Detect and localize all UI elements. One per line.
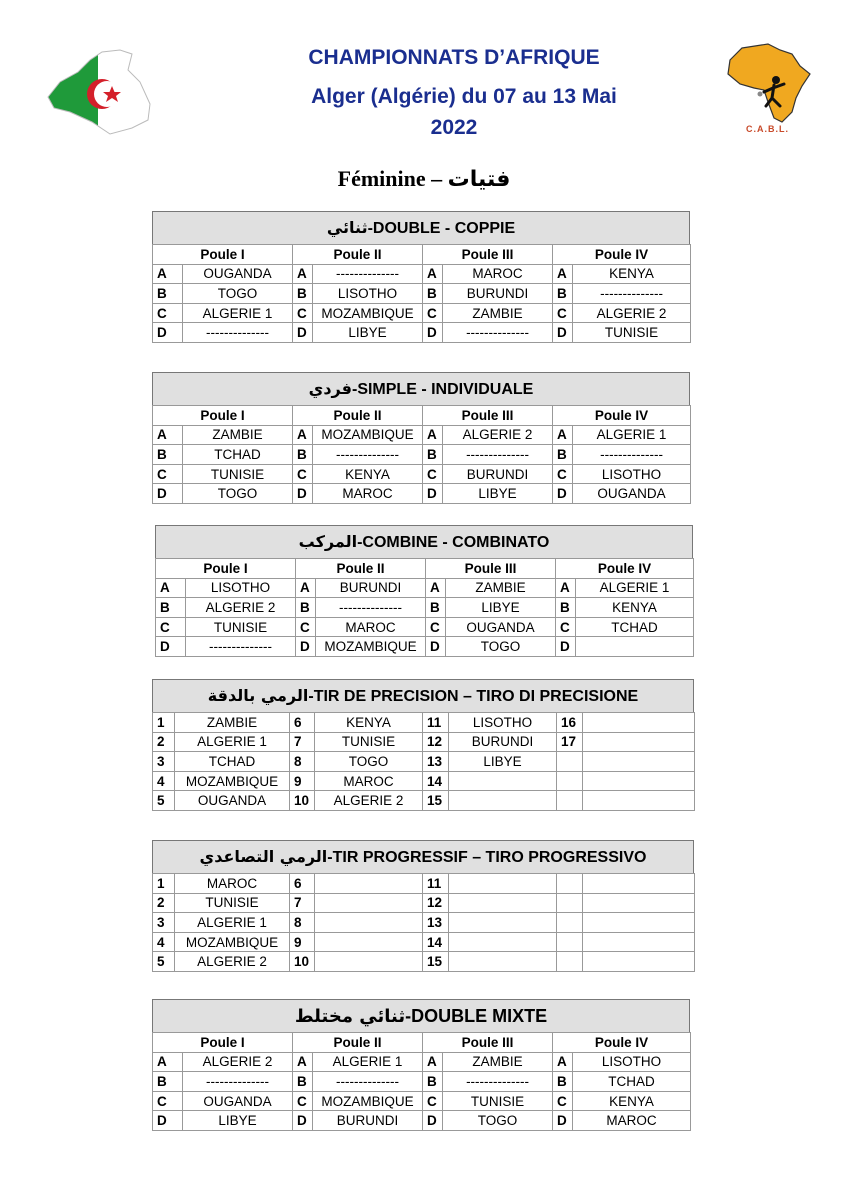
row-key: A	[556, 578, 576, 598]
team-cell: ALGERIE 2	[315, 791, 423, 811]
team-cell: TOGO	[315, 752, 423, 772]
row-key: 8	[290, 752, 315, 772]
table-row	[156, 637, 694, 657]
row-key: 10	[290, 952, 315, 972]
team-cell	[449, 874, 557, 894]
team-cell: ALGERIE 1	[175, 913, 290, 933]
team-cell: TCHAD	[573, 1072, 691, 1092]
simple-title: -SIMPLE - INDIVIDUALE	[351, 381, 534, 398]
row-key	[557, 771, 583, 791]
team-cell	[583, 771, 695, 791]
team-cell: MAROC	[443, 264, 553, 284]
precision-rows	[153, 713, 695, 811]
row-key: C	[423, 303, 443, 323]
row-key: A	[553, 425, 573, 445]
row-key: 15	[423, 791, 449, 811]
team-cell: ALGERIE 2	[186, 598, 296, 618]
championship-title: CHAMPIONNATS D’AFRIQUE	[308, 46, 600, 69]
row-key: D	[423, 484, 443, 504]
row-key: B	[553, 445, 573, 465]
row-key: C	[423, 464, 443, 484]
row-key: A	[293, 1052, 313, 1072]
pool-header: Poule I	[153, 406, 293, 426]
team-cell	[583, 932, 695, 952]
row-key: D	[153, 1111, 183, 1131]
table-row	[153, 484, 691, 504]
combine-section	[155, 525, 693, 657]
team-cell: --------------	[186, 637, 296, 657]
team-cell	[583, 952, 695, 972]
table-row	[153, 284, 691, 304]
team-cell: OUGANDA	[183, 1091, 293, 1111]
row-key: C	[553, 464, 573, 484]
row-key: C	[153, 464, 183, 484]
table-row	[153, 752, 695, 772]
row-key: D	[293, 484, 313, 504]
double-section	[152, 211, 690, 343]
team-cell: TUNISIE	[315, 732, 423, 752]
team-cell	[583, 752, 695, 772]
table-row	[156, 578, 694, 598]
pool-header: Poule I	[153, 1033, 293, 1053]
double-header	[152, 211, 690, 244]
team-cell: ZAMBIE	[183, 425, 293, 445]
team-cell: TUNISIE	[573, 323, 691, 343]
row-key: B	[553, 284, 573, 304]
pool-header: Poule III	[423, 245, 553, 265]
simple-title-arabic: فردي	[308, 379, 352, 398]
row-key: A	[426, 578, 446, 598]
team-cell: --------------	[573, 445, 691, 465]
row-key: A	[153, 264, 183, 284]
double-title: -DOUBLE - COPPIE	[367, 220, 516, 237]
team-cell: --------------	[313, 264, 423, 284]
row-key: 7	[290, 732, 315, 752]
team-cell: ZAMBIE	[175, 713, 290, 733]
row-key: 14	[423, 932, 449, 952]
team-cell	[315, 893, 423, 913]
precision-title-arabic: الرمي بالدقة	[207, 686, 309, 705]
cabl-logo-text: C.A.B.L.	[746, 124, 789, 134]
team-cell	[449, 771, 557, 791]
row-key: B	[156, 598, 186, 618]
table-row	[153, 264, 691, 284]
row-key: B	[296, 598, 316, 618]
row-key: A	[156, 578, 186, 598]
team-cell: MOZAMBIQUE	[175, 932, 290, 952]
team-cell: KENYA	[313, 464, 423, 484]
team-cell: LIBYE	[183, 1111, 293, 1131]
row-key: 5	[153, 952, 175, 972]
row-key: 3	[153, 752, 175, 772]
team-cell: TCHAD	[576, 617, 694, 637]
pool-header: Poule II	[293, 1033, 423, 1053]
team-cell: TUNISIE	[186, 617, 296, 637]
team-cell: MOZAMBIQUE	[175, 771, 290, 791]
team-cell	[583, 791, 695, 811]
row-key: B	[153, 284, 183, 304]
team-cell: TUNISIE	[443, 1091, 553, 1111]
pool-header: Poule III	[423, 406, 553, 426]
row-key: C	[553, 303, 573, 323]
mixte-title-arabic: ثنائي مختلط	[294, 1006, 406, 1027]
pool-header: Poule IV	[556, 559, 694, 579]
row-key: 12	[423, 732, 449, 752]
pool-header: Poule I	[156, 559, 296, 579]
team-cell: ZAMBIE	[446, 578, 556, 598]
team-cell: ALGERIE 1	[175, 732, 290, 752]
team-cell: ALGERIE 1	[313, 1052, 423, 1072]
simple-section	[152, 372, 690, 504]
combine-header	[155, 525, 693, 558]
row-key: B	[153, 1072, 183, 1092]
team-cell: OUGANDA	[183, 264, 293, 284]
precision-header	[152, 679, 694, 712]
team-cell: TUNISIE	[175, 893, 290, 913]
progressif-title-arabic: الرمي التصاعدي	[199, 847, 328, 866]
row-key	[557, 791, 583, 811]
pool-header: Poule IV	[553, 406, 691, 426]
team-cell: LISOTHO	[186, 578, 296, 598]
row-key: 2	[153, 732, 175, 752]
team-cell: OUGANDA	[175, 791, 290, 811]
row-key: D	[553, 1111, 573, 1131]
team-cell: LIBYE	[449, 752, 557, 772]
team-cell: BURUNDI	[449, 732, 557, 752]
row-key	[557, 874, 583, 894]
team-cell	[583, 874, 695, 894]
row-key: D	[293, 1111, 313, 1131]
team-cell: ALGERIE 1	[576, 578, 694, 598]
row-key: B	[426, 598, 446, 618]
mixte-header	[152, 999, 690, 1032]
precision-table	[152, 712, 695, 811]
row-key: B	[423, 284, 443, 304]
team-cell	[449, 913, 557, 933]
mixte-title: -DOUBLE MIXTE	[405, 1006, 548, 1026]
team-cell: --------------	[313, 445, 423, 465]
team-cell: MAROC	[316, 617, 426, 637]
row-key: A	[423, 264, 443, 284]
row-key: 16	[557, 713, 583, 733]
row-key: B	[293, 284, 313, 304]
team-cell: BURUNDI	[316, 578, 426, 598]
subtitle-french: Féminine –	[337, 166, 443, 191]
table-row	[156, 598, 694, 618]
row-key: 11	[423, 713, 449, 733]
row-key: 9	[290, 932, 315, 952]
row-key: A	[153, 425, 183, 445]
row-key: C	[296, 617, 316, 637]
progressif-header	[152, 840, 694, 873]
row-key	[557, 893, 583, 913]
team-cell	[449, 791, 557, 811]
row-key: D	[423, 1111, 443, 1131]
row-key: B	[153, 445, 183, 465]
row-key: 10	[290, 791, 315, 811]
table-row	[153, 713, 695, 733]
row-key: C	[153, 1091, 183, 1111]
team-cell: MAROC	[315, 771, 423, 791]
team-cell: TCHAD	[183, 445, 293, 465]
row-key: A	[423, 425, 443, 445]
team-cell: OUGANDA	[573, 484, 691, 504]
row-key: 6	[290, 713, 315, 733]
team-cell: KENYA	[576, 598, 694, 618]
team-cell: MAROC	[175, 874, 290, 894]
team-cell: LISOTHO	[573, 1052, 691, 1072]
team-cell: KENYA	[573, 1091, 691, 1111]
table-row	[153, 464, 691, 484]
row-key: A	[293, 264, 313, 284]
team-cell: LIBYE	[313, 323, 423, 343]
team-cell: MOZAMBIQUE	[316, 637, 426, 657]
row-key: 13	[423, 752, 449, 772]
team-cell: MAROC	[573, 1111, 691, 1131]
row-key	[557, 752, 583, 772]
precision-section	[152, 679, 694, 811]
team-cell: ALGERIE 1	[573, 425, 691, 445]
team-cell: LISOTHO	[573, 464, 691, 484]
row-key: D	[296, 637, 316, 657]
team-cell	[449, 932, 557, 952]
team-cell: BURUNDI	[313, 1111, 423, 1131]
team-cell: LIBYE	[446, 598, 556, 618]
team-cell	[315, 913, 423, 933]
row-key: D	[423, 323, 443, 343]
row-key: C	[156, 617, 186, 637]
table-row	[153, 323, 691, 343]
team-cell: KENYA	[315, 713, 423, 733]
team-cell: ALGERIE 2	[573, 303, 691, 323]
category-subtitle	[0, 166, 848, 192]
table-row	[156, 617, 694, 637]
table-row	[153, 1111, 691, 1131]
row-key: 9	[290, 771, 315, 791]
subtitle-arabic: فتيات	[447, 167, 511, 192]
combine-rows	[156, 578, 694, 656]
precision-title: -TIR DE PRECISION – TIRO DI PRECISIONE	[308, 688, 639, 705]
row-key: 11	[423, 874, 449, 894]
team-cell: MOZAMBIQUE	[313, 1091, 423, 1111]
row-key: D	[556, 637, 576, 657]
team-cell: --------------	[313, 1072, 423, 1092]
row-key	[557, 932, 583, 952]
team-cell: --------------	[443, 1072, 553, 1092]
double-title-arabic: ثنائي	[326, 218, 368, 237]
team-cell: ALGERIE 1	[183, 303, 293, 323]
row-key: D	[293, 323, 313, 343]
team-cell	[583, 732, 695, 752]
championship-location-dates: Alger (Algérie) du 07 au 13 Mai	[311, 85, 617, 108]
team-cell: BURUNDI	[443, 464, 553, 484]
row-key: A	[553, 1052, 573, 1072]
row-key	[557, 913, 583, 933]
team-cell: OUGANDA	[446, 617, 556, 637]
team-cell: TOGO	[183, 484, 293, 504]
team-cell: MOZAMBIQUE	[313, 303, 423, 323]
row-key: B	[293, 445, 313, 465]
team-cell: --------------	[573, 284, 691, 304]
row-key: B	[423, 1072, 443, 1092]
team-cell: MOZAMBIQUE	[313, 425, 423, 445]
table-row	[153, 952, 695, 972]
row-key: C	[153, 303, 183, 323]
simple-header	[152, 372, 690, 405]
row-key: 6	[290, 874, 315, 894]
team-cell: TOGO	[443, 1111, 553, 1131]
table-row	[153, 1091, 691, 1111]
team-cell: ALGERIE 2	[175, 952, 290, 972]
team-cell: --------------	[183, 323, 293, 343]
row-key: 2	[153, 893, 175, 913]
pool-header: Poule II	[296, 559, 426, 579]
team-cell: MAROC	[313, 484, 423, 504]
mixte-rows	[153, 1052, 691, 1130]
row-key: 13	[423, 913, 449, 933]
row-key: A	[296, 578, 316, 598]
team-cell: TOGO	[183, 284, 293, 304]
row-key: 12	[423, 893, 449, 913]
team-cell: KENYA	[573, 264, 691, 284]
row-key: 8	[290, 913, 315, 933]
row-key: D	[153, 484, 183, 504]
row-key: 14	[423, 771, 449, 791]
row-key: 17	[557, 732, 583, 752]
team-cell: LISOTHO	[449, 713, 557, 733]
pool-header: Poule IV	[553, 245, 691, 265]
progressif-table	[152, 873, 695, 972]
row-key: B	[293, 1072, 313, 1092]
table-row	[153, 732, 695, 752]
team-cell	[315, 932, 423, 952]
team-cell: TUNISIE	[183, 464, 293, 484]
progressif-rows	[153, 874, 695, 972]
row-key: A	[153, 1052, 183, 1072]
table-row	[153, 1072, 691, 1092]
row-key: C	[556, 617, 576, 637]
row-key: 1	[153, 874, 175, 894]
pool-header: Poule III	[423, 1033, 553, 1053]
pool-header: Poule III	[426, 559, 556, 579]
row-key: 5	[153, 791, 175, 811]
table-row	[153, 893, 695, 913]
row-key: D	[156, 637, 186, 657]
row-key: 4	[153, 771, 175, 791]
team-cell	[315, 952, 423, 972]
combine-title-arabic: المركب	[298, 532, 358, 551]
table-row	[153, 425, 691, 445]
pool-header: Poule I	[153, 245, 293, 265]
table-row	[153, 932, 695, 952]
progressif-section	[152, 840, 694, 972]
table-row	[153, 874, 695, 894]
team-cell	[449, 952, 557, 972]
row-key: B	[556, 598, 576, 618]
team-cell: --------------	[443, 445, 553, 465]
team-cell: LIBYE	[443, 484, 553, 504]
pool-header: Poule IV	[553, 1033, 691, 1053]
combine-title: -COMBINE - COMBINATO	[357, 534, 550, 551]
team-cell: ALGERIE 2	[443, 425, 553, 445]
team-cell: --------------	[183, 1072, 293, 1092]
double-rows	[153, 264, 691, 342]
pool-header: Poule II	[293, 245, 423, 265]
row-key: 4	[153, 932, 175, 952]
row-key: 7	[290, 893, 315, 913]
row-key: C	[553, 1091, 573, 1111]
row-key: B	[553, 1072, 573, 1092]
row-key: 1	[153, 713, 175, 733]
pool-header: Poule II	[293, 406, 423, 426]
row-key: D	[553, 323, 573, 343]
row-key: 3	[153, 913, 175, 933]
table-row	[153, 913, 695, 933]
table-row	[153, 771, 695, 791]
table-row	[153, 1052, 691, 1072]
team-cell	[449, 893, 557, 913]
team-cell	[576, 637, 694, 657]
row-key	[557, 952, 583, 972]
team-cell: LISOTHO	[313, 284, 423, 304]
simple-table	[152, 405, 691, 504]
row-key: A	[293, 425, 313, 445]
row-key: A	[553, 264, 573, 284]
team-cell: TOGO	[446, 637, 556, 657]
team-cell: ZAMBIE	[443, 1052, 553, 1072]
team-cell: ZAMBIE	[443, 303, 553, 323]
team-cell	[583, 893, 695, 913]
team-cell	[583, 713, 695, 733]
row-key: D	[153, 323, 183, 343]
row-key: D	[426, 637, 446, 657]
simple-rows	[153, 425, 691, 503]
row-key: C	[426, 617, 446, 637]
row-key: 15	[423, 952, 449, 972]
team-cell: TCHAD	[175, 752, 290, 772]
row-key: C	[293, 303, 313, 323]
table-row	[153, 445, 691, 465]
team-cell	[583, 913, 695, 933]
mixte-section	[152, 999, 690, 1131]
table-row	[153, 791, 695, 811]
row-key: D	[553, 484, 573, 504]
row-key: C	[423, 1091, 443, 1111]
row-key: B	[423, 445, 443, 465]
row-key: C	[293, 464, 313, 484]
team-cell: --------------	[316, 598, 426, 618]
team-cell: ALGERIE 2	[183, 1052, 293, 1072]
team-cell: --------------	[443, 323, 553, 343]
championship-year: 2022	[430, 116, 478, 139]
mixte-table	[152, 1032, 691, 1131]
progressif-title: -TIR PROGRESSIF – TIRO PROGRESSIVO	[327, 849, 647, 866]
team-cell: BURUNDI	[443, 284, 553, 304]
combine-table	[155, 558, 694, 657]
table-row	[153, 303, 691, 323]
row-key: A	[423, 1052, 443, 1072]
row-key: C	[293, 1091, 313, 1111]
double-table	[152, 244, 691, 343]
team-cell	[315, 874, 423, 894]
